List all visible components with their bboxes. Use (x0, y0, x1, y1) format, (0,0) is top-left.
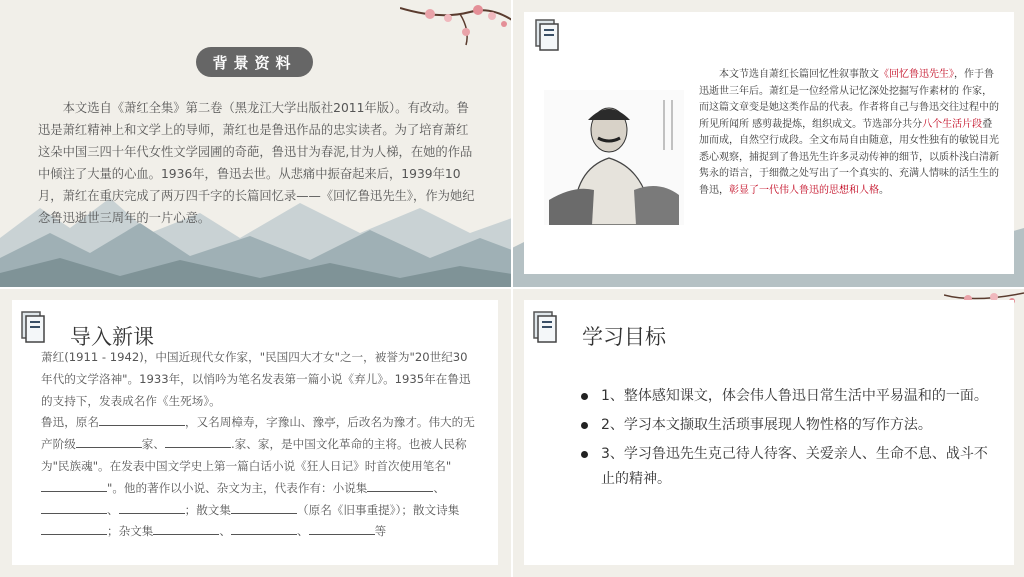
text-part: （原名《旧事重提》）；散文诗集 (297, 502, 460, 517)
fill-blank[interactable] (41, 501, 107, 514)
text-part: 、 (219, 524, 231, 539)
text-part: 、 (297, 524, 309, 539)
text-part: ；散文集 (184, 502, 231, 517)
text-part: "。他的著作以小说、杂文为主，代表作有：小说集 (107, 480, 368, 495)
background-text: 本文选自《萧红全集》第二卷（黑龙江大学出版社2011年版）。有改动。鲁迅是萧红精神上和文学上的导师，萧红也是鲁迅作品的忠实读者。为了培育萧红这朵中国三四十年代女性文学园圃的奇葩，鲁迅甘为春泥,甘为人梯，在她的作品中倾注了大量的心血。1936年，鲁迅去世。从悲痛中振奋起来后，1939年10月，萧红在重庆完成了两万四千字的长篇回忆录——《回忆鲁迅先生》，作为她纪念鲁迅逝世三周年的一片心意。 (38, 101, 475, 225)
slide-objectives (512, 289, 1024, 577)
slide-background-info (0, 0, 512, 288)
slide-introduction (0, 289, 512, 577)
fill-blank[interactable] (99, 413, 185, 426)
lu-xun-fill-in (41, 412, 479, 543)
content-card (524, 12, 1014, 274)
text-part: 鲁迅，原名 (41, 415, 99, 430)
text-part: 家、 (141, 437, 165, 452)
text-part: .家、家，是中国文化革命的主将。也被人民称为"民族魂"。在发表中国文学史上第一篇白话小说《狂人日记》时首次使用笔名" (41, 437, 467, 473)
summary-text-part: 本文节选自萧红长篇回忆性叙事散文 (719, 69, 879, 80)
divider (0, 287, 1024, 289)
list-item: 2、学习本文撷取生活琐事展现人物性格的写作方法。 (577, 413, 997, 438)
section-heading: 学习目标 (582, 325, 666, 349)
text-part: 、 (107, 502, 119, 517)
summary-text-part: 叠加而成，自然空行成段。全文布局自由随意，用女性独有的敏锐目光悉心观察，捕捉到了鲁迅先生许多灵动传神的细节，以质朴浅白清新隽永的语言，于细微之处写出了一个真实的、充满人情味的活生生的鲁迅， (699, 118, 999, 196)
highlight-personality: 彰显了一代伟人鲁迅的思想和人格 (729, 184, 879, 196)
fill-blank[interactable] (153, 522, 219, 535)
fill-blank[interactable] (231, 501, 297, 514)
highlight-segments: 八个生活片段 (922, 118, 983, 130)
intro-text (41, 347, 479, 543)
fill-blank[interactable] (41, 479, 107, 492)
fill-blank[interactable] (41, 522, 107, 535)
highlight-title: 《回忆鲁迅先生》 (879, 69, 954, 80)
summary-text-part: 。 (879, 184, 889, 196)
fill-blank[interactable] (119, 501, 185, 514)
text-part: ；杂文集 (107, 524, 154, 539)
plum-blossom-icon (400, 0, 512, 60)
fill-blank[interactable] (165, 435, 231, 448)
slide-text-summary (512, 0, 1024, 288)
page-title: 背景资料 (196, 47, 313, 77)
book-icon (532, 16, 562, 54)
summary-text-part: ，作于鲁迅逝世三年后。萧红是一位经常从记忆深处挖掘写作素材的 作家，而这篇文章变是她这类作品的代表。作者将自己与鲁迅交往过程中的所见所闻所 感剪裁提炼，组织成文。节选部分共分 (699, 69, 999, 130)
list-item: 3、学习鲁迅先生克己待人待客、关爱亲人、生命不息、战斗不止的精神。 (577, 442, 997, 492)
lu-xun-portrait (544, 90, 684, 225)
fill-blank[interactable] (231, 522, 297, 535)
book-icon (18, 308, 48, 346)
text-part: 等 (374, 524, 387, 539)
objectives-list (577, 384, 997, 496)
text-part: 、 (433, 480, 446, 495)
book-icon (530, 308, 560, 346)
text-part: ，又名周樟寿，字豫山、豫亭，后改名为豫才。伟大的无产阶级 (41, 415, 475, 452)
fill-blank[interactable] (367, 479, 433, 492)
xiao-hong-intro: 萧红(1911 - 1942)，中国近现代女作家，"民国四大才女"之一，被誉为"20世纪30年代的文学洛神"。1933年，以悄吟为笔名发表第一篇小说《弃儿》。1935年在鲁迅的支持下，发表成名作《生死场》。 (41, 350, 471, 408)
fill-blank[interactable] (76, 435, 142, 448)
list-item: 1、整体感知课文，体会伟人鲁迅日常生活中平易温和的一面。 (577, 384, 997, 409)
summary-text (699, 67, 999, 199)
fill-blank[interactable] (309, 522, 375, 535)
section-heading: 导入新课 (70, 325, 154, 349)
content-card (524, 300, 1014, 565)
